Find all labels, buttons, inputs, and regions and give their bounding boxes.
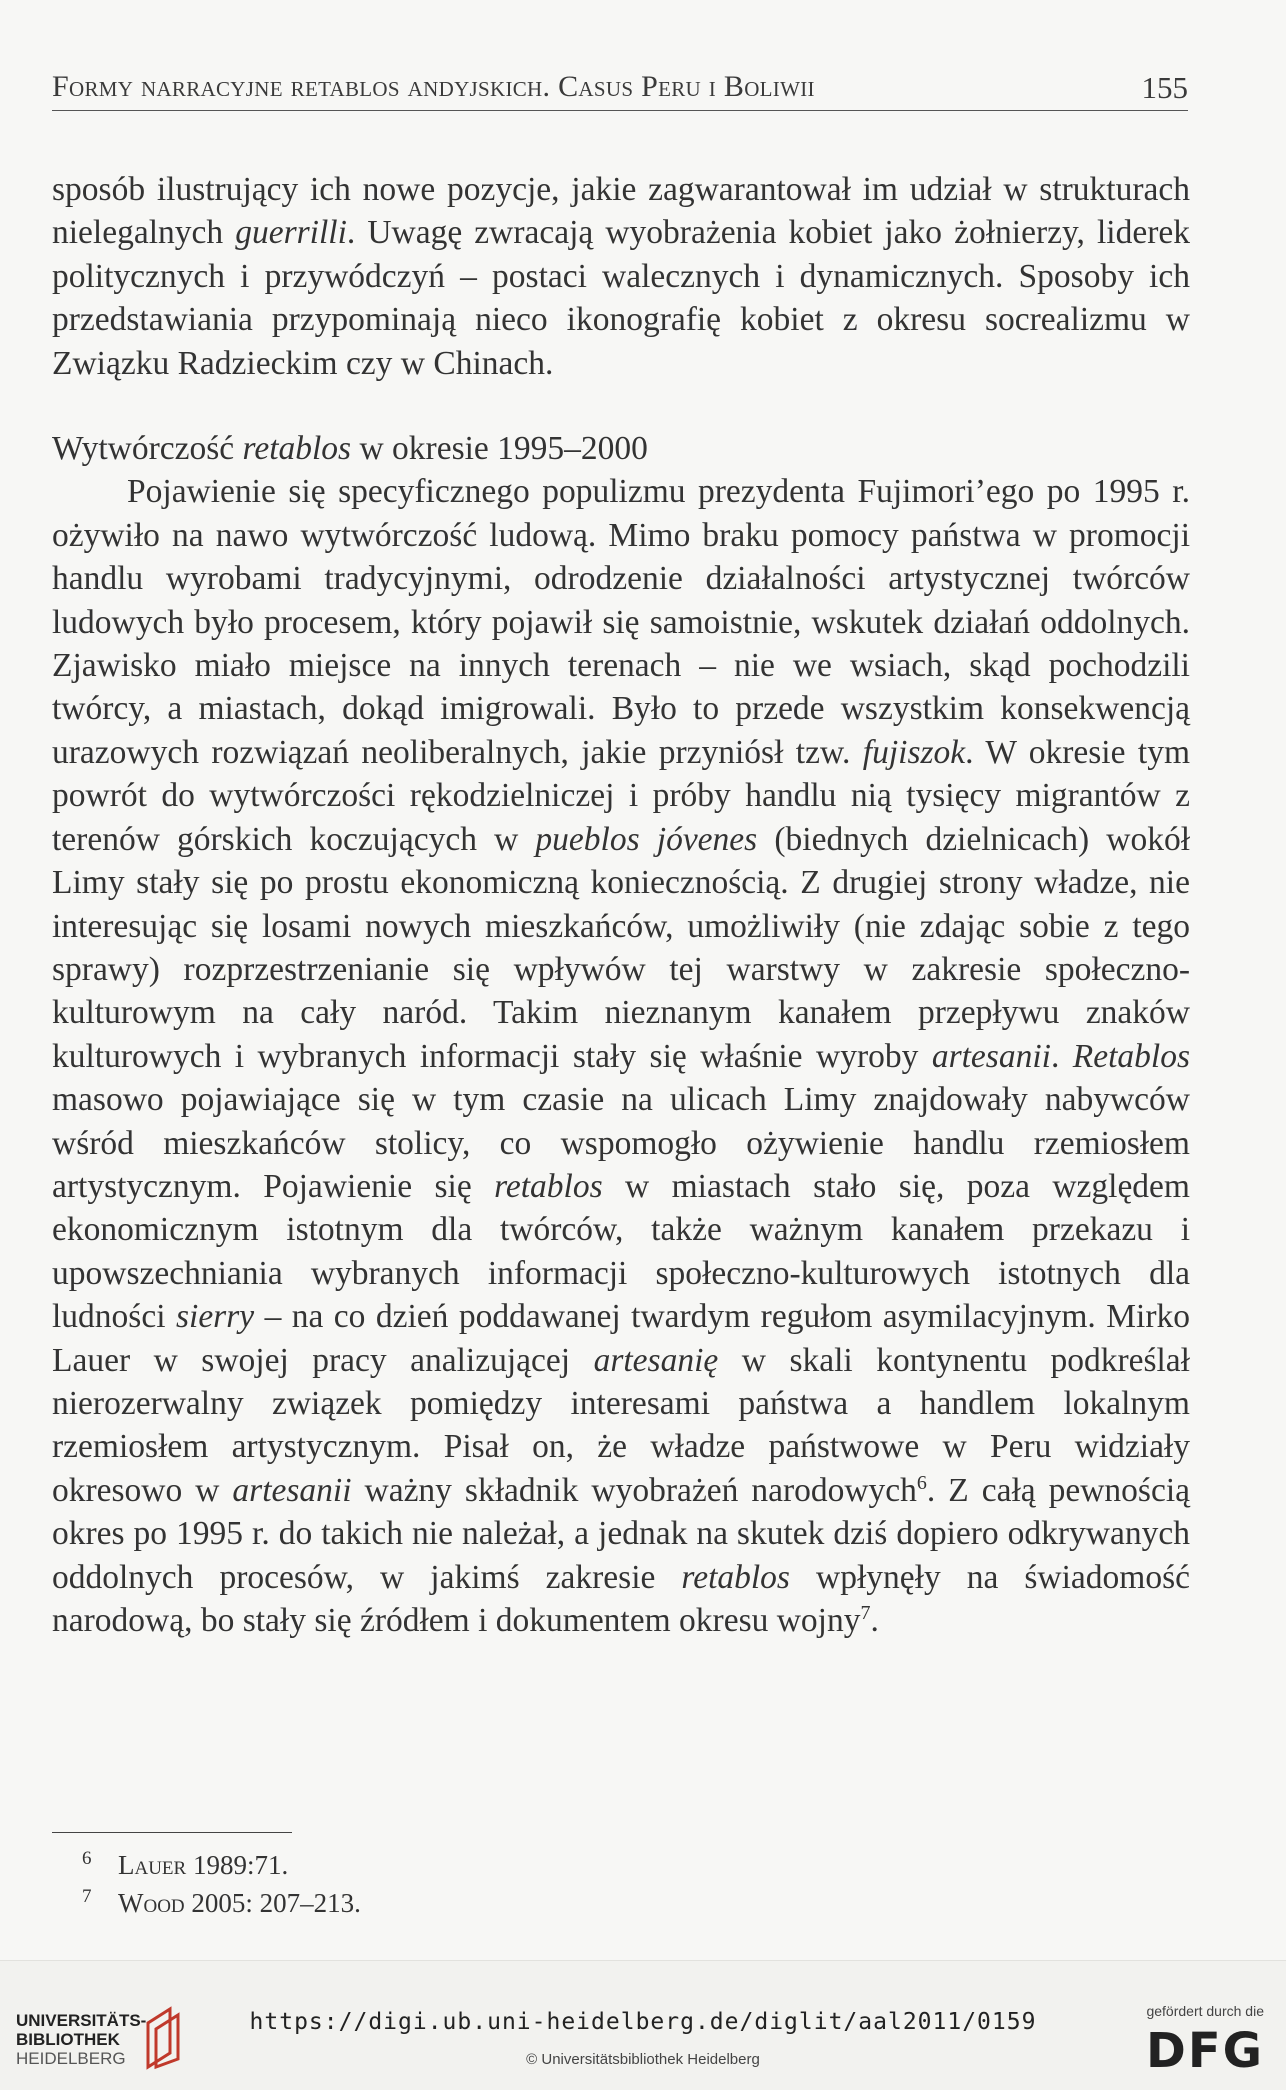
italic-term: guerrilli bbox=[235, 214, 347, 252]
copyright-notice: © Universitätsbibliothek Heidelberg bbox=[526, 2051, 760, 2068]
text-run: . bbox=[1050, 1037, 1073, 1075]
footnote-number: 7 bbox=[82, 1886, 92, 1907]
dfg-wordmark: DFG bbox=[1145, 2023, 1264, 2079]
library-name-line: BIBLIOTHEK bbox=[16, 2030, 120, 2049]
italic-term: retablos bbox=[242, 430, 352, 468]
footnote-author: Wood bbox=[118, 1888, 185, 1918]
text-run: – na co dzień poddawanej twardym regułom asymilacyjnym. Mirko Lauer w swojej pracy analizującej bbox=[52, 1298, 1190, 1379]
section-gap bbox=[52, 385, 1190, 427]
footnote-ref-7[interactable]: 7 bbox=[860, 1601, 871, 1624]
italic-term: Retablos bbox=[1072, 1037, 1191, 1075]
footnote-reference: 2005: 207–213. bbox=[184, 1888, 361, 1918]
footnote-6 bbox=[52, 1846, 952, 1884]
paragraph-2 bbox=[52, 470, 1190, 1642]
footnotes bbox=[52, 1846, 952, 1922]
section-heading bbox=[52, 427, 1190, 470]
paragraph-1 bbox=[52, 168, 1190, 385]
page-number: 155 bbox=[1141, 70, 1188, 105]
dfg-logo[interactable] bbox=[1124, 2003, 1264, 2083]
italic-term: artesanii bbox=[931, 1037, 1051, 1075]
footnote-number: 6 bbox=[82, 1848, 92, 1869]
text-run: Wytwórczość bbox=[52, 430, 243, 468]
running-header bbox=[52, 66, 1188, 111]
text-run: . W okresie tym powrót do wytwórczości rękodzielniczej i próby handlu nią tysięcy migrantów z terenów górskich koczujących w bbox=[52, 733, 1190, 858]
text-run: . Z całą pewnością okres po 1995 r. do takich nie należał, a jednak na skutek dziś dopiero odkrywanych oddolnych procesów, w jakimś zakresie bbox=[52, 1471, 1190, 1596]
running-title: Formy narracyjne retablos andyjskich. Casus Peru i Boliwii bbox=[52, 70, 815, 103]
text-run: ważny składnik wyobrażeń narodowych bbox=[351, 1471, 917, 1509]
footnote-ref-6[interactable]: 6 bbox=[916, 1471, 927, 1494]
library-name-line: HEIDELBERG bbox=[16, 2049, 126, 2068]
text-run: (biednych dzielnicach) wokół Limy stały się po prostu ekonomiczną koniecznością. Z drugiej strony władze, nie interesując się losami nowych mieszkańców, umożliwiły (nie zdając sobie z tego sprawy) rozprzestrzenianie się wpływów tej warstwy w zakresie społeczno-kulturowym na cały naród. Takim nieznanym kanałem przepływu znaków kulturowych i wybranych informacji stały się właśnie wyroby bbox=[52, 820, 1191, 1075]
footnote-reference: 1989:71. bbox=[186, 1850, 289, 1880]
italic-term: pueblos jóvenes bbox=[535, 820, 758, 858]
text-run: w skali kontynentu podkreślał nierozerwalny związek pomiędzy interesami państwa a handlem lokalnym rzemiosłem artystycznym. Pisał on, że władze państwowe w Peru widziały okresowo w bbox=[52, 1341, 1190, 1509]
text-run: . bbox=[870, 1602, 879, 1639]
italic-term: fujiszok bbox=[862, 733, 966, 771]
italic-term: retablos bbox=[681, 1558, 790, 1596]
digitization-footer bbox=[0, 1960, 1286, 2090]
text-run: masowo pojawiające się w tym czasie na ulicach Limy znajdowały nabywców wśród mieszkańców stolicy, co wspomogło ożywienie handlu rzemiosłem artystycznym. Pojawienie się bbox=[52, 1081, 1190, 1205]
text-run: w okresie 1995–2000 bbox=[351, 430, 648, 468]
footnote-divider bbox=[52, 1832, 292, 1833]
funded-by-label: gefördert durch die bbox=[1146, 2003, 1264, 2019]
footnote-7 bbox=[52, 1884, 952, 1922]
text-run: sposób ilustrujący ich nowe pozycje, jakie zagwarantował im udział w strukturach nielegalnych bbox=[52, 171, 1190, 252]
italic-term: retablos bbox=[494, 1167, 603, 1205]
library-name-line: UNIVERSITÄTS- bbox=[16, 2011, 147, 2030]
text-run: wpłynęły na świadomość narodową, bo stały się źródłem i dokumentem okresu wojny bbox=[52, 1558, 1190, 1639]
text-run: w miastach stało się, poza względem ekonomicznym istotnym dla twórców, także ważnym kanałem przekazu i upowszechniania wybranych informacji społeczno-kulturowych istotnych dla ludności bbox=[52, 1167, 1190, 1336]
text-run: Pojawienie się specyficznego populizmu prezydenta Fujimori’ego po 1995 r. ożywiło na nawo wytwórczość ludową. Mimo braku pomocy państwa w promocji handlu wyrobami tradycyjnymi, odrodzenie działalności artystycznej twórców ludowych było procesem, który pojawił się samoistnie, wskutek działań oddolnych. Zjawisko miało miejsce na innych terenach – nie we wsiach, skąd pochodzili twórcy, a miastach, dokąd imigrowali. Było to przede wszystkim konsekwencją urazowych rozwiązań neoliberalnych, jakie przyniósł tzw. bbox=[52, 473, 1190, 771]
italic-term: sierry bbox=[175, 1298, 255, 1336]
italic-term: artesanii bbox=[232, 1471, 352, 1509]
footnote-author: Lauer bbox=[118, 1850, 187, 1880]
main-text bbox=[52, 168, 1190, 1642]
italic-term: artesanię bbox=[593, 1341, 719, 1379]
text-run: . Uwagę zwracają wyobrażenia kobiet jako żołnierzy, liderek politycznych i przywódczyń – postaci walecznych i dynamicznych. Sposoby ich przedstawiania przypominają nieco ikonografię kobiet z okresu socrealizmu w Związku Radzieckim czy w Chinach. bbox=[52, 214, 1190, 382]
permalink-url[interactable]: https://digi.ub.uni-heidelberg.de/diglit/aal2011/0159 bbox=[249, 2009, 1037, 2035]
